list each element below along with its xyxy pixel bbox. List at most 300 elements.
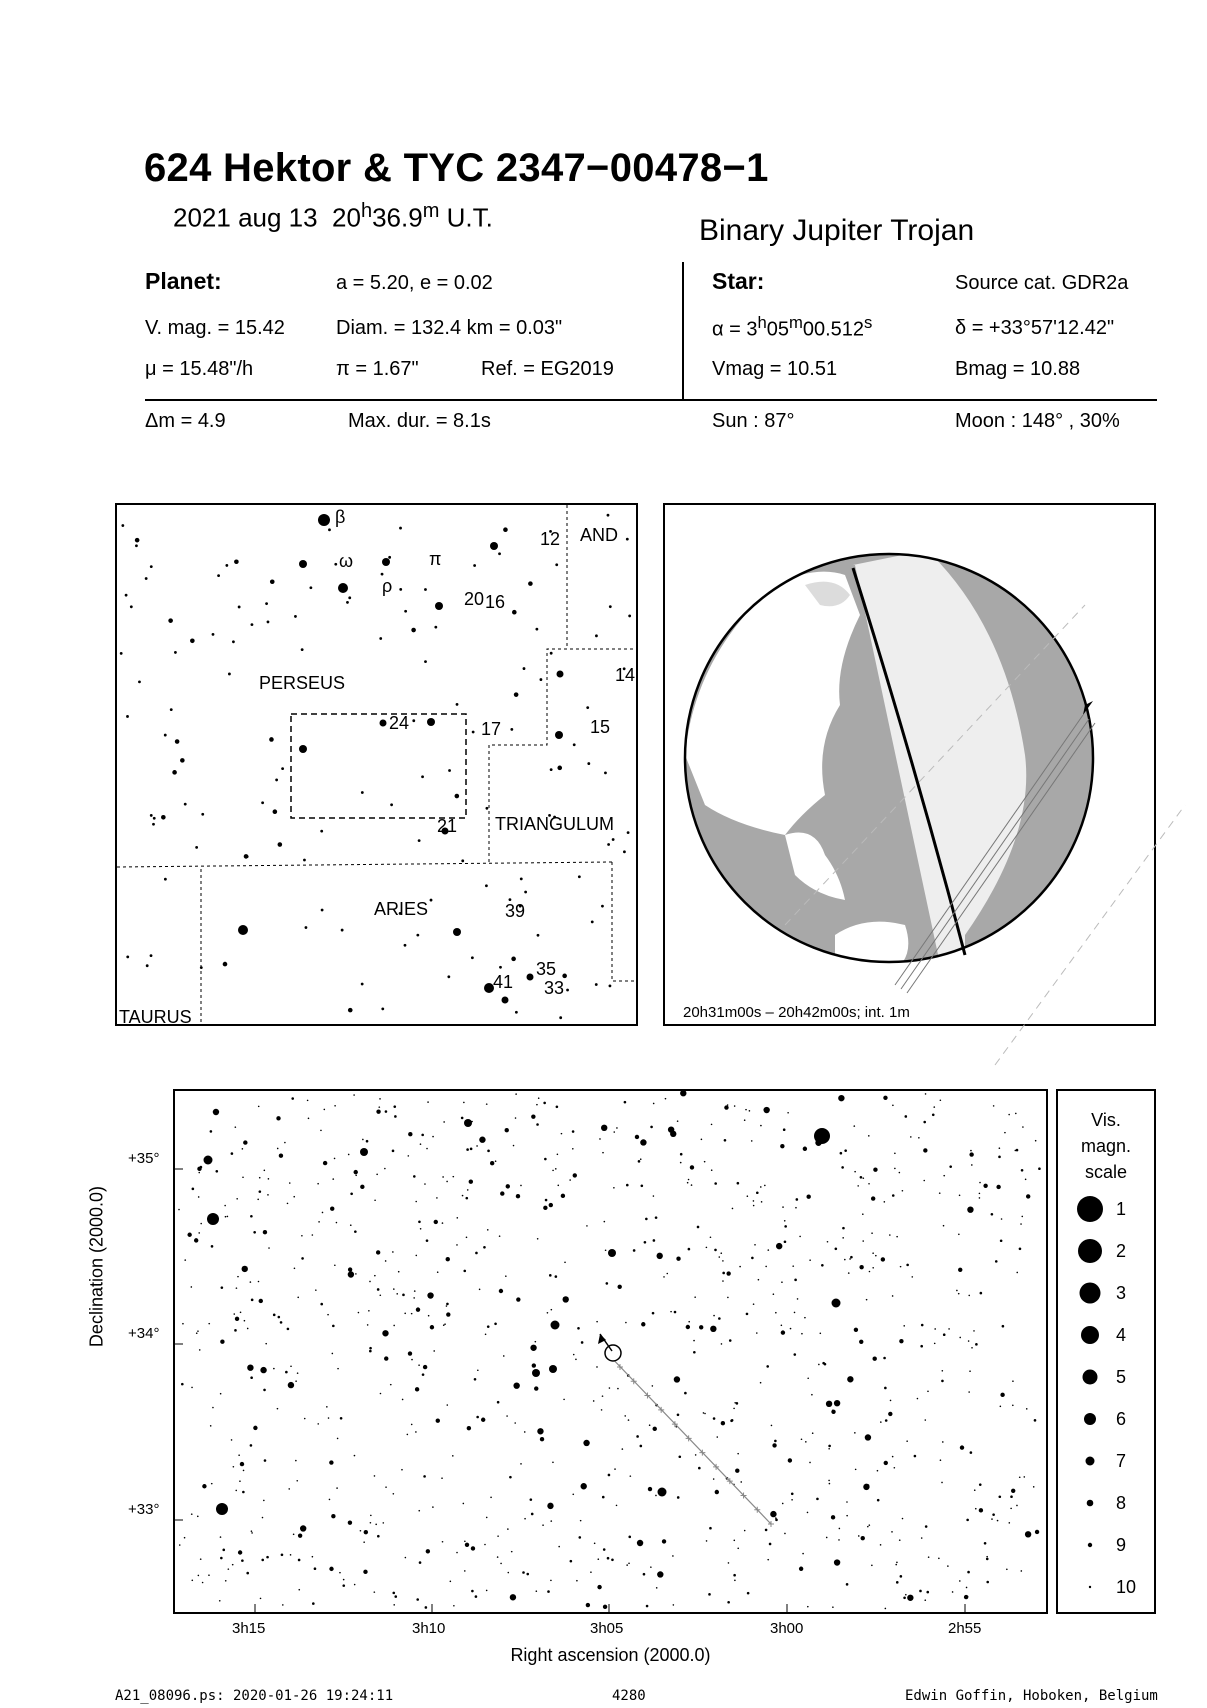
- chart-star: [920, 1345, 923, 1348]
- chart-star: [557, 1185, 559, 1187]
- legend-dots: [1077, 1196, 1136, 1597]
- chart-star: [500, 1191, 504, 1195]
- chart-star: [505, 1275, 507, 1277]
- chart-star: [952, 1591, 954, 1593]
- chart-star: [263, 1500, 265, 1502]
- chart-star: [948, 1328, 950, 1330]
- chart-star: [924, 1599, 926, 1601]
- chart-star: [784, 1225, 787, 1228]
- star-bmag: Bmag = 10.88: [955, 358, 1081, 380]
- chart-star: [220, 1393, 222, 1395]
- chart-star: [287, 1203, 289, 1205]
- chart-star: [453, 1605, 455, 1607]
- planet-vmag: V. mag. = 15.42: [145, 317, 285, 339]
- chart-star: [514, 1422, 516, 1424]
- chart-star: [974, 1489, 976, 1491]
- finder-star: [411, 628, 416, 633]
- ytick-33: +33°: [128, 1501, 160, 1518]
- chart-star: [877, 1470, 879, 1472]
- chart-star: [243, 1140, 247, 1144]
- chart-star: [834, 1400, 840, 1406]
- chart-star: [200, 1558, 202, 1560]
- chart-star: [211, 1483, 213, 1485]
- chart-star: [688, 1248, 691, 1251]
- finder-star: [623, 850, 626, 853]
- chart-star: [733, 1574, 736, 1577]
- finder-star: [434, 626, 437, 629]
- chart-star: [420, 1143, 422, 1145]
- chart-star: [444, 1323, 446, 1325]
- chart-star: [408, 1155, 410, 1157]
- chart-star: [263, 1230, 267, 1234]
- chart-star: [859, 1340, 863, 1344]
- planet-motion: μ = 15.48"/h: [145, 358, 254, 380]
- chart-star: [794, 1312, 796, 1314]
- chart-star: [652, 1385, 654, 1387]
- chart-star: [896, 1562, 898, 1564]
- finder-star: [278, 842, 283, 847]
- chart-star: [227, 1216, 229, 1218]
- chart-star: [225, 1580, 227, 1582]
- chart-star: [884, 1461, 888, 1465]
- chart-star: [1016, 1149, 1019, 1152]
- chart-star: [320, 1130, 322, 1132]
- chart-star: [739, 1266, 741, 1268]
- finder-star: [294, 615, 297, 618]
- chart-star: [763, 1107, 769, 1113]
- finder-star: [212, 633, 215, 636]
- chart-star: [1008, 1114, 1010, 1116]
- chart-star: [315, 1289, 317, 1291]
- max-duration: Max. dur. = 8.1s: [348, 410, 491, 432]
- legend-magnitude-label: 4: [1116, 1325, 1127, 1345]
- chart-star: [672, 1555, 674, 1557]
- chart-star: [765, 1529, 768, 1532]
- chart-star: [746, 1313, 749, 1316]
- chart-star: [921, 1324, 924, 1327]
- finder-star: [557, 671, 564, 678]
- chart-star: [721, 1421, 725, 1425]
- chart-star: [462, 1195, 464, 1197]
- finder-star: [595, 634, 598, 637]
- finder-star: [146, 964, 149, 967]
- chart-star: [398, 1271, 400, 1273]
- chart-star: [781, 1324, 783, 1326]
- finder-star: [269, 737, 274, 742]
- footer-author: Edwin Goffin, Hoboken, Belgium: [905, 1688, 1158, 1704]
- chart-star: [551, 1321, 560, 1330]
- chart-star: [828, 1448, 830, 1450]
- magnitude-drop: Δm = 4.9: [145, 410, 226, 432]
- chart-star: [277, 1408, 279, 1410]
- chart-star: [896, 1236, 898, 1238]
- chart-star: [295, 1380, 297, 1382]
- chart-star: [633, 1249, 636, 1252]
- legend-magnitude-dot: [1088, 1543, 1092, 1547]
- chart-star: [597, 1558, 599, 1560]
- chart-star: [718, 1317, 721, 1320]
- chart-star: [416, 1307, 420, 1311]
- chart-star: [885, 1419, 888, 1422]
- chart-star: [262, 1517, 264, 1519]
- finder-star: [190, 638, 195, 643]
- chart-star: [775, 1519, 778, 1522]
- chart-star: [902, 1190, 904, 1192]
- chart-star: [602, 1395, 604, 1397]
- chart-star: [476, 1416, 479, 1419]
- chart-star: [650, 1126, 653, 1129]
- chart-star: [653, 1195, 655, 1197]
- chart-star: [593, 1400, 595, 1402]
- legend-magnitude-label: 8: [1116, 1493, 1127, 1513]
- finder-star: [490, 542, 498, 550]
- chart-star: [960, 1445, 964, 1449]
- chart-star: [194, 1238, 198, 1242]
- star-dec: δ = +33°57'12.42": [955, 317, 1115, 339]
- event-title: 624 Hektor & TYC 2347−00478−1: [144, 146, 769, 190]
- chart-star: [497, 1401, 500, 1404]
- chart-star: [871, 1232, 873, 1234]
- finder-star: [456, 703, 459, 706]
- chart-star: [858, 1535, 860, 1537]
- legend-title-line: scale: [1084, 1162, 1128, 1182]
- chart-star: [494, 1322, 497, 1325]
- chart-star: [576, 1580, 578, 1582]
- chart-star: [207, 1213, 219, 1225]
- chart-star: [663, 1276, 665, 1278]
- chart-star: [240, 1462, 244, 1466]
- finder-star: [609, 984, 612, 987]
- chart-star: [771, 1425, 773, 1427]
- finder-star: [424, 660, 427, 663]
- chart-star: [881, 1257, 885, 1261]
- finder-star: [299, 745, 307, 753]
- finder-star: [559, 1016, 562, 1019]
- chart-star: [436, 1197, 438, 1199]
- finder-star: [390, 803, 393, 806]
- chart-star: [414, 1290, 416, 1292]
- chart-star: [464, 1540, 466, 1542]
- chart-star: [722, 1260, 724, 1262]
- chart-star: [446, 1303, 449, 1306]
- chart-star: [840, 1152, 843, 1155]
- chart-star: [873, 1357, 877, 1361]
- chart-star: [297, 1372, 299, 1374]
- chart-star: [334, 1264, 336, 1266]
- chart-star: [968, 1340, 970, 1342]
- chart-star: [917, 1398, 919, 1400]
- chart-star: [481, 1418, 485, 1422]
- chart-star: [1004, 1132, 1006, 1134]
- chart-star: [773, 1293, 775, 1295]
- chart-star: [353, 1094, 355, 1096]
- chart-star: [979, 1508, 983, 1512]
- chart-star: [653, 1239, 656, 1242]
- ra-hours: α = 3: [712, 318, 758, 341]
- finder-star: [503, 527, 508, 532]
- chart-star: [799, 1567, 803, 1571]
- chart-star: [1015, 1113, 1017, 1115]
- chart-star: [855, 1469, 857, 1471]
- chart-star: [1035, 1140, 1037, 1142]
- chart-star: [1033, 1486, 1035, 1488]
- finder-star: [573, 743, 576, 746]
- chart-star: [760, 1125, 762, 1127]
- chart-star: [290, 1365, 292, 1367]
- chart-star: [680, 1153, 683, 1156]
- chart-star: [510, 1594, 516, 1600]
- chart-star: [355, 1273, 357, 1275]
- chart-star: [251, 1530, 253, 1532]
- chart-star: [709, 1527, 712, 1530]
- chart-star: [370, 1522, 372, 1524]
- chart-star: [240, 1311, 242, 1313]
- chart-star: [970, 1451, 973, 1454]
- chart-star: [776, 1243, 782, 1249]
- chart-star: [906, 1264, 909, 1267]
- chart-star: [797, 1298, 799, 1300]
- chart-star: [537, 1428, 543, 1434]
- chart-star: [775, 1312, 777, 1314]
- finder-star: [238, 925, 248, 935]
- chart-star: [298, 1533, 302, 1537]
- chart-star: [734, 1402, 736, 1404]
- chart-star: [903, 1325, 905, 1327]
- chart-star: [801, 1438, 803, 1440]
- australia-landmass: [835, 922, 908, 971]
- finder-star: [195, 846, 198, 849]
- ytick-35: +35°: [128, 1150, 160, 1167]
- chart-star: [608, 1249, 616, 1257]
- chart-star: [824, 1363, 827, 1366]
- chart-star: [713, 1315, 715, 1317]
- chart-star: [426, 1549, 430, 1553]
- chart-star: [1002, 1325, 1005, 1328]
- chart-star: [572, 1493, 574, 1495]
- chart-star: [295, 1460, 297, 1462]
- chart-star: [376, 1174, 378, 1176]
- chart-star: [572, 1148, 574, 1150]
- chart-star: [374, 1475, 376, 1477]
- chart-star: [832, 1409, 834, 1411]
- chart-star: [832, 1606, 834, 1608]
- chart-star: [239, 1480, 241, 1482]
- chart-star: [483, 1246, 486, 1249]
- chart-star: [907, 1595, 913, 1601]
- finder-star: [341, 929, 344, 932]
- chart-star: [888, 1412, 892, 1416]
- chart-star: [774, 1440, 777, 1443]
- chart-star: [760, 1382, 762, 1384]
- chart-star: [446, 1312, 450, 1316]
- label-14: 14: [615, 665, 636, 685]
- chart-star: [811, 1394, 813, 1396]
- chart-star: [979, 1193, 981, 1195]
- finder-star: [550, 768, 553, 771]
- chart-star: [650, 1566, 652, 1568]
- chart-star: [665, 1098, 667, 1100]
- label-41: 41: [493, 972, 514, 992]
- chart-star: [597, 1585, 601, 1589]
- label-21: 21: [437, 816, 458, 836]
- chart-star: [688, 1179, 690, 1181]
- chart-star: [507, 1572, 509, 1574]
- chart-star: [853, 1125, 855, 1127]
- chart-star: [531, 1513, 534, 1516]
- chart-star: [250, 1281, 252, 1283]
- chart-star: [179, 1544, 181, 1546]
- finder-star: [527, 974, 534, 981]
- chart-star: [979, 1483, 982, 1486]
- chart-star: [450, 1581, 452, 1583]
- chart-star: [795, 1207, 797, 1209]
- chart-star: [959, 1337, 961, 1339]
- chart-star: [1001, 1218, 1003, 1220]
- chart-star: [769, 1543, 772, 1546]
- chart-star: [640, 1139, 646, 1145]
- chart-star: [756, 1191, 759, 1194]
- chart-star: [418, 1510, 420, 1512]
- chart-star: [829, 1483, 831, 1485]
- chart-star: [475, 1595, 478, 1598]
- chart-star: [385, 1110, 388, 1113]
- chart-star: [363, 1541, 365, 1543]
- chart-star: [724, 1139, 727, 1142]
- chart-star: [998, 1495, 1001, 1498]
- constellation-taurus: TAURUS: [119, 1007, 192, 1024]
- chart-star: [673, 1604, 675, 1606]
- legend-magnitude-dot: [1086, 1457, 1095, 1466]
- chart-star: [933, 1106, 935, 1108]
- column-divider: [682, 262, 684, 399]
- chart-star: [969, 1370, 971, 1372]
- chart-star: [573, 1354, 575, 1356]
- legend-magnitude-dot: [1084, 1413, 1096, 1425]
- chart-star: [846, 1501, 848, 1503]
- chart-star: [1025, 1531, 1031, 1537]
- chart-star: [1009, 1522, 1011, 1524]
- chart-star: [645, 1218, 648, 1221]
- chart-star: [544, 1158, 547, 1161]
- chart-star: [666, 1273, 668, 1275]
- chart-star: [737, 1453, 739, 1455]
- finder-star: [379, 637, 382, 640]
- chart-star: [234, 1329, 237, 1332]
- chart-star: [250, 1215, 253, 1218]
- chart-star: [581, 1341, 584, 1344]
- chart-star: [401, 1469, 403, 1471]
- legend-magnitude-label: 7: [1116, 1451, 1127, 1471]
- target-star-circle: [605, 1345, 621, 1361]
- chart-star: [891, 1531, 893, 1533]
- chart-star: [686, 1325, 690, 1329]
- finder-star: [175, 739, 180, 744]
- chart-star: [880, 1544, 882, 1546]
- chart-star: [1021, 1216, 1023, 1218]
- chart-star: [354, 1230, 357, 1233]
- chart-star: [790, 1328, 792, 1330]
- chart-star: [550, 1580, 552, 1582]
- chart-star: [608, 1474, 611, 1477]
- chart-star: [611, 1558, 614, 1561]
- chart-star: [884, 1387, 887, 1390]
- chart-star: [801, 1333, 803, 1335]
- chart-star: [215, 1170, 218, 1173]
- finder-star: [485, 807, 488, 810]
- chart-star: [890, 1400, 892, 1402]
- chart-star: [971, 1347, 973, 1349]
- chart-star: [564, 1261, 566, 1263]
- finder-star: [275, 779, 278, 782]
- finder-star: [626, 538, 629, 541]
- chart-star: [231, 1152, 234, 1155]
- chart-star: [691, 1184, 693, 1186]
- chart-star: [616, 1505, 618, 1507]
- chart-star: [873, 1167, 877, 1171]
- chart-star: [407, 1434, 409, 1436]
- chart-star: [975, 1508, 977, 1510]
- chart-star: [569, 1179, 571, 1181]
- label-35: 35: [536, 959, 557, 979]
- chart-star: [348, 1271, 354, 1277]
- finder-star: [348, 596, 351, 599]
- chart-star: [477, 1369, 479, 1371]
- chart-star: [375, 1524, 377, 1526]
- chart-star: [308, 1118, 310, 1120]
- chart-star: [578, 1536, 581, 1539]
- chart-star: [561, 1133, 563, 1135]
- chart-star: [259, 1190, 262, 1193]
- chart-star: [831, 1515, 835, 1519]
- label-rho: ρ: [382, 576, 393, 596]
- chart-star: [899, 1539, 901, 1541]
- chart-star: [524, 1518, 526, 1520]
- chart-star: [958, 1293, 960, 1295]
- chart-star: [507, 1528, 509, 1530]
- chart-star: [536, 1590, 538, 1592]
- chart-star: [799, 1236, 801, 1238]
- chart-star: [304, 1418, 306, 1420]
- finder-star: [591, 920, 594, 923]
- chart-star: [413, 1175, 416, 1178]
- chart-star: [735, 1469, 739, 1473]
- chart-star: [577, 1327, 580, 1330]
- finder-star: [180, 758, 185, 763]
- finder-star: [514, 692, 519, 697]
- chart-star: [334, 1105, 336, 1107]
- chart-star: [500, 1563, 502, 1565]
- chart-star: [236, 1198, 238, 1200]
- chart-star: [807, 1377, 809, 1379]
- chart-star: [463, 1503, 465, 1505]
- chart-star: [640, 1158, 642, 1160]
- table-rule: [145, 399, 1157, 401]
- chart-star: [943, 1225, 945, 1227]
- ytick-34: +34°: [128, 1325, 160, 1342]
- chart-star: [624, 1101, 627, 1104]
- finder-star: [424, 588, 427, 591]
- chart-star: [348, 1267, 352, 1271]
- chart-star: [653, 1427, 657, 1431]
- chart-star: [393, 1105, 396, 1108]
- chart-star: [520, 1185, 522, 1187]
- chart-star: [405, 1557, 407, 1559]
- chart-star: [826, 1401, 832, 1407]
- chart-star: [788, 1458, 792, 1462]
- event-minute: 36.9: [372, 202, 423, 233]
- chart-star: [235, 1126, 237, 1128]
- chart-star: [535, 1341, 537, 1343]
